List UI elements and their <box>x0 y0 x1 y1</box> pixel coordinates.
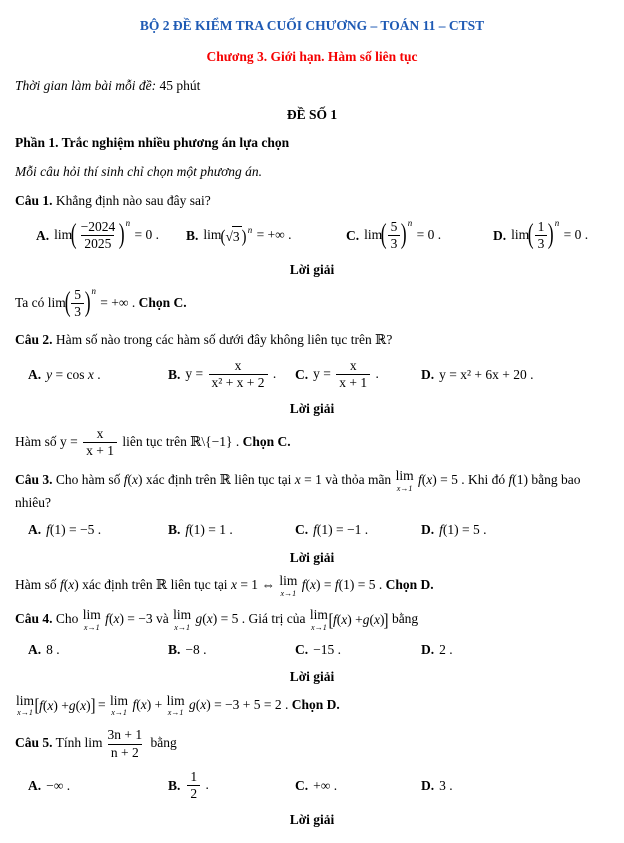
option-a-value: lim ( $\frac{-2024}{2025}$ ) n = 0 . <box>54 217 159 252</box>
question-4-options <box>15 640 609 660</box>
option-d-value: 2 . <box>439 641 453 657</box>
question-5-number: Câu 5. <box>15 735 53 751</box>
option-a-label: A. <box>28 366 42 382</box>
question-2-number: Câu 2. <box>15 332 53 348</box>
question-4-solution-heading: Lời giải <box>289 669 335 685</box>
option-a-value: f(1) = −5 . <box>46 522 102 538</box>
question-2-stem <box>15 330 609 350</box>
question-2-solution-heading: Lời giải <box>289 401 335 417</box>
question-3-option-a <box>28 520 168 540</box>
question-3-number: Câu 3. <box>15 472 53 488</box>
option-c-label: C. <box>295 641 309 657</box>
option-d-label: D. <box>493 227 507 243</box>
option-b-label: B. <box>168 777 181 793</box>
option-a-label: A. <box>36 227 50 243</box>
question-3-options <box>15 520 609 540</box>
question-1 <box>15 191 609 320</box>
option-d-label: D. <box>421 641 435 657</box>
question-5-option-d <box>421 776 609 796</box>
question-1-stem <box>15 191 609 211</box>
option-d-value: y = x² + 6x + 20 . <box>439 366 534 382</box>
option-c-label: C. <box>295 366 309 382</box>
option-a-label: A. <box>28 777 42 793</box>
option-c-value: f(1) = −1 . <box>313 522 369 538</box>
question-3-solution: Hàm số f(x) xác định trên ℝ liên tục tại x = 1 ⇔ lim x→1 f(x) = f(1) = 5 . Chọn D. <box>15 573 434 598</box>
option-a-label: A. <box>28 522 42 538</box>
question-4-text: Cho lim x→1 f(x) = −3 và lim x→1 g(x) = 5 . Giá trị của lim x→1 [ f ( x ) + g ( x ) ] bằng <box>52 607 419 632</box>
option-c-value: +∞ . <box>313 777 338 793</box>
chapter-subtitle: Chương 3. Giới hạn. Hàm số liên tục <box>206 48 418 64</box>
question-5-option-b <box>168 769 295 802</box>
question-2-option-c <box>295 358 421 391</box>
question-2-text: Hàm số nào trong các hàm số dưới đây không liên tục trên ℝ? <box>52 332 393 348</box>
option-c-label: C. <box>346 227 360 243</box>
question-1-option-c <box>346 219 493 252</box>
question-2-option-d <box>421 365 609 385</box>
option-b-value: y = $\frac{x}{\text{x² + x + 2}}$ . <box>185 357 277 390</box>
question-4-option-b <box>168 640 295 660</box>
question-3-option-b <box>168 520 295 540</box>
option-b-label: B. <box>168 522 181 538</box>
option-b-value: lim ( √ 3 ) n = +∞ . <box>203 224 292 246</box>
option-b-label: B. <box>168 641 181 657</box>
question-4-option-d <box>421 640 609 660</box>
option-d-label: D. <box>421 366 435 382</box>
question-1-number: Câu 1. <box>15 193 53 209</box>
option-d-label: D. <box>421 522 435 538</box>
question-4-option-a <box>28 640 168 660</box>
part1-heading: Phần 1. Trắc nghiệm nhiều phương án lựa chọn <box>15 135 290 151</box>
question-4-stem <box>15 608 609 632</box>
option-c-label: C. <box>295 777 309 793</box>
time-limit-label: Thời gian làm bài mỗi đề: <box>15 78 157 94</box>
question-2-option-b <box>168 358 295 391</box>
option-b-value: f(1) = 1 . <box>185 522 233 538</box>
option-c-value: lim ( $\frac{5}{3}$ ) n = 0 . <box>364 217 442 252</box>
question-5-text: Tính lim $\frac{3n + 1}{n + 2}$ bằng <box>52 727 177 760</box>
option-a-value: 8 . <box>46 641 60 657</box>
option-b-label: B. <box>168 366 181 382</box>
question-1-option-a <box>36 219 186 252</box>
option-b-label: B. <box>186 227 199 243</box>
question-4-number: Câu 4. <box>15 610 53 626</box>
part1-note: Mỗi câu hỏi thí sinh chỉ chọn một phương án. <box>15 163 263 179</box>
option-b-value: $\frac{1}{2}$ . <box>185 769 209 802</box>
question-5-option-c <box>295 776 421 796</box>
option-d-value: lim ( $\frac{1}{3}$ ) n = 0 . <box>511 217 589 252</box>
question-4-option-c <box>295 640 421 660</box>
option-b-value: −8 . <box>185 641 207 657</box>
option-d-value: 3 . <box>439 777 453 793</box>
question-5-stem <box>15 727 609 760</box>
question-2-solution: Hàm số y = $\frac{x}{x + 1}$ liên tục trên ℝ\{−1} . Chọn C. <box>15 425 291 458</box>
question-4 <box>15 608 609 717</box>
question-1-solution-heading: Lời giải <box>289 262 335 278</box>
question-3-text: Cho hàm số f(x) xác định trên ℝ liên tục tại x = 1 và thỏa mãn lim x→1 f(x) = 5 . Khi đó f(1) bằng bao nhiêu? <box>15 468 581 510</box>
question-3 <box>15 469 609 598</box>
question-5-option-a <box>28 776 168 796</box>
question-1-options <box>15 219 609 252</box>
option-c-label: C. <box>295 522 309 538</box>
question-3-option-d <box>421 520 609 540</box>
exam-number-heading: ĐỀ SỐ 1 <box>286 106 338 122</box>
question-2-options <box>15 358 609 391</box>
question-2 <box>15 330 609 459</box>
option-d-value: f(1) = 5 . <box>439 522 487 538</box>
option-a-label: A. <box>28 641 42 657</box>
question-2-option-a <box>28 365 168 385</box>
question-1-solution: Ta có lim ( $\frac{5}{3}$ ) n = +∞ . Chọn C. <box>15 285 187 320</box>
question-5 <box>15 727 609 829</box>
question-1-option-b <box>186 225 346 246</box>
question-5-options <box>15 769 609 802</box>
question-3-solution-heading: Lời giải <box>289 549 335 565</box>
question-1-option-d <box>493 219 609 252</box>
question-3-option-c <box>295 520 421 540</box>
time-limit-value: 45 phút <box>156 78 201 94</box>
option-c-value: y = $\frac{x}{x + 1}$ . <box>313 357 379 390</box>
document-title: BỘ 2 ĐỀ KIỂM TRA CUỐI CHƯƠNG – TOÁN 11 – CTST <box>139 18 485 33</box>
question-5-solution-heading: Lời giải <box>289 812 335 828</box>
time-limit-line <box>15 76 609 96</box>
option-c-value: −15 . <box>313 641 341 657</box>
option-a-value: −∞ . <box>46 777 71 793</box>
question-4-solution: lim x→1 [ f ( x ) + g ( x ) ] = lim x→1 f(x) + lim x→1 g(x) = −3 + 5 = 2 . Chọn D. <box>16 692 340 718</box>
option-d-label: D. <box>421 777 435 793</box>
question-3-stem <box>15 469 609 512</box>
option-a-value: y = cos x . <box>46 366 101 382</box>
question-1-text: Khẳng định nào sau đây sai? <box>52 193 211 209</box>
